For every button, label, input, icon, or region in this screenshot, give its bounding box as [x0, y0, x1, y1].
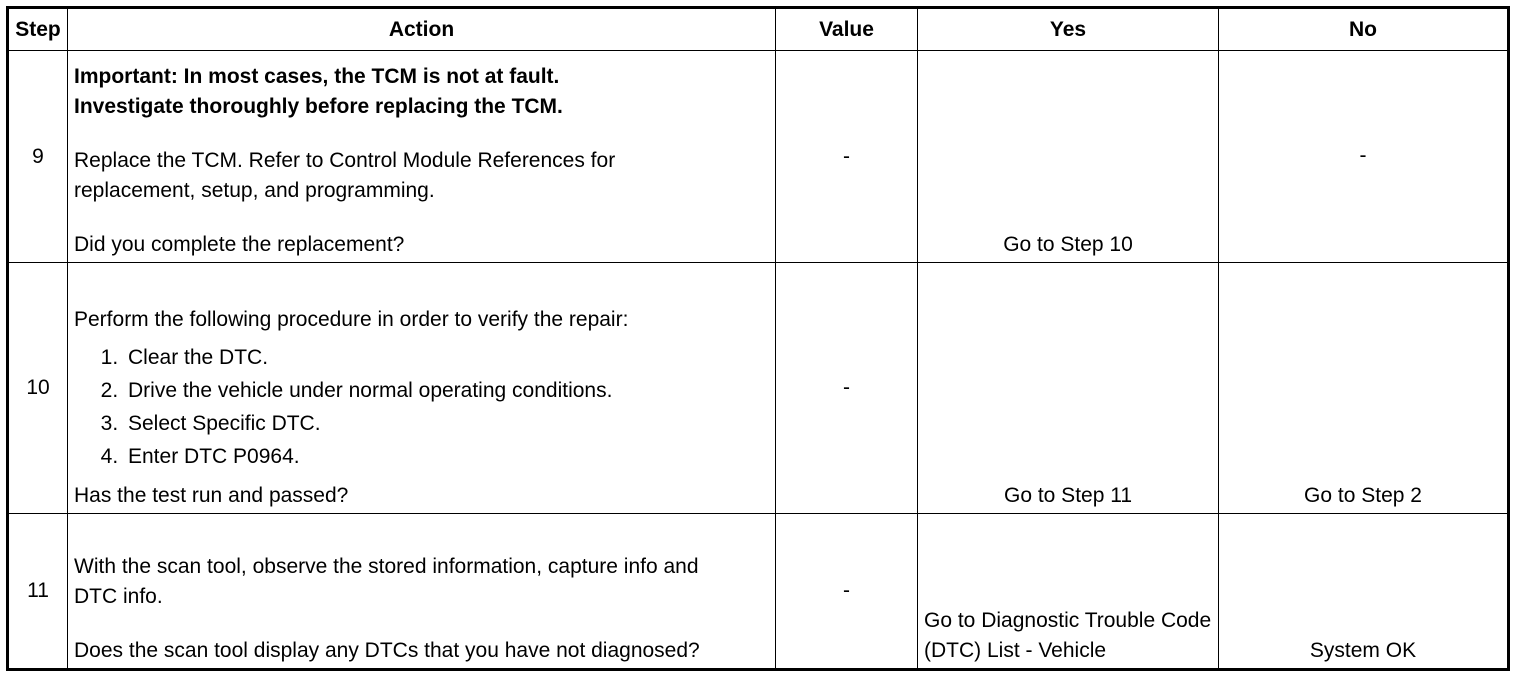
- action-cell: [68, 514, 776, 670]
- action-cell: [68, 51, 776, 263]
- action-instruction: Replace the TCM. Refer to Control Module References for replacement, setup, and programming.: [74, 149, 616, 202]
- yes-link[interactable]: Go to Diagnostic Trouble Code (DTC) List - Vehicle: [924, 609, 1212, 662]
- no-cell: [1219, 514, 1509, 670]
- yes-link[interactable]: Go to Step 11: [1003, 484, 1133, 507]
- step-number: 11: [8, 514, 68, 670]
- no-cell: [1219, 51, 1509, 263]
- yes-link[interactable]: Go to Step 10: [1003, 233, 1133, 256]
- value-cell: -: [776, 514, 918, 670]
- header-row: [8, 8, 1509, 51]
- value-cell: -: [776, 51, 918, 263]
- important-note-line2: Investigate thoroughly before replacing the TCM.: [74, 95, 563, 118]
- header-step: Step: [8, 8, 68, 51]
- procedure-intro: Perform the following procedure in order to verify the repair:: [74, 308, 629, 331]
- diagnostic-table: [6, 6, 1510, 671]
- action-question: Does the scan tool display any DTCs that you have not diagnosed?: [74, 639, 700, 662]
- step-number: 9: [8, 51, 68, 263]
- list-item: 2. Drive the vehicle under normal operating conditions.: [124, 374, 769, 407]
- procedure-list: [74, 341, 769, 473]
- header-action: Action: [68, 8, 776, 51]
- yes-cell: [918, 514, 1219, 670]
- list-item: 3. Select Specific DTC.: [124, 407, 769, 440]
- yes-cell: [918, 263, 1219, 514]
- action-question: Did you complete the replacement?: [74, 233, 405, 256]
- yes-cell: [918, 51, 1219, 263]
- important-note-line1: Important: In most cases, the TCM is not at fault.: [74, 65, 560, 88]
- action-question: Has the test run and passed?: [74, 484, 349, 507]
- action-cell: [68, 263, 776, 514]
- no-link[interactable]: Go to Step 2: [1304, 484, 1422, 507]
- table-row-step-9: [8, 51, 1509, 263]
- no-result: System OK: [1309, 639, 1417, 662]
- list-item: 1. Clear the DTC.: [124, 341, 769, 374]
- header-value: Value: [776, 8, 918, 51]
- header-yes: Yes: [918, 8, 1219, 51]
- list-item: 4. Enter DTC P0964.: [124, 440, 769, 473]
- header-no: No: [1219, 8, 1509, 51]
- table-row-step-10: [8, 263, 1509, 514]
- value-cell: -: [776, 263, 918, 514]
- action-instruction: With the scan tool, observe the stored information, capture info and DTC info.: [74, 555, 699, 608]
- no-value: -: [1359, 143, 1367, 167]
- table-row-step-11: [8, 514, 1509, 670]
- step-number: 10: [8, 263, 68, 514]
- no-cell: [1219, 263, 1509, 514]
